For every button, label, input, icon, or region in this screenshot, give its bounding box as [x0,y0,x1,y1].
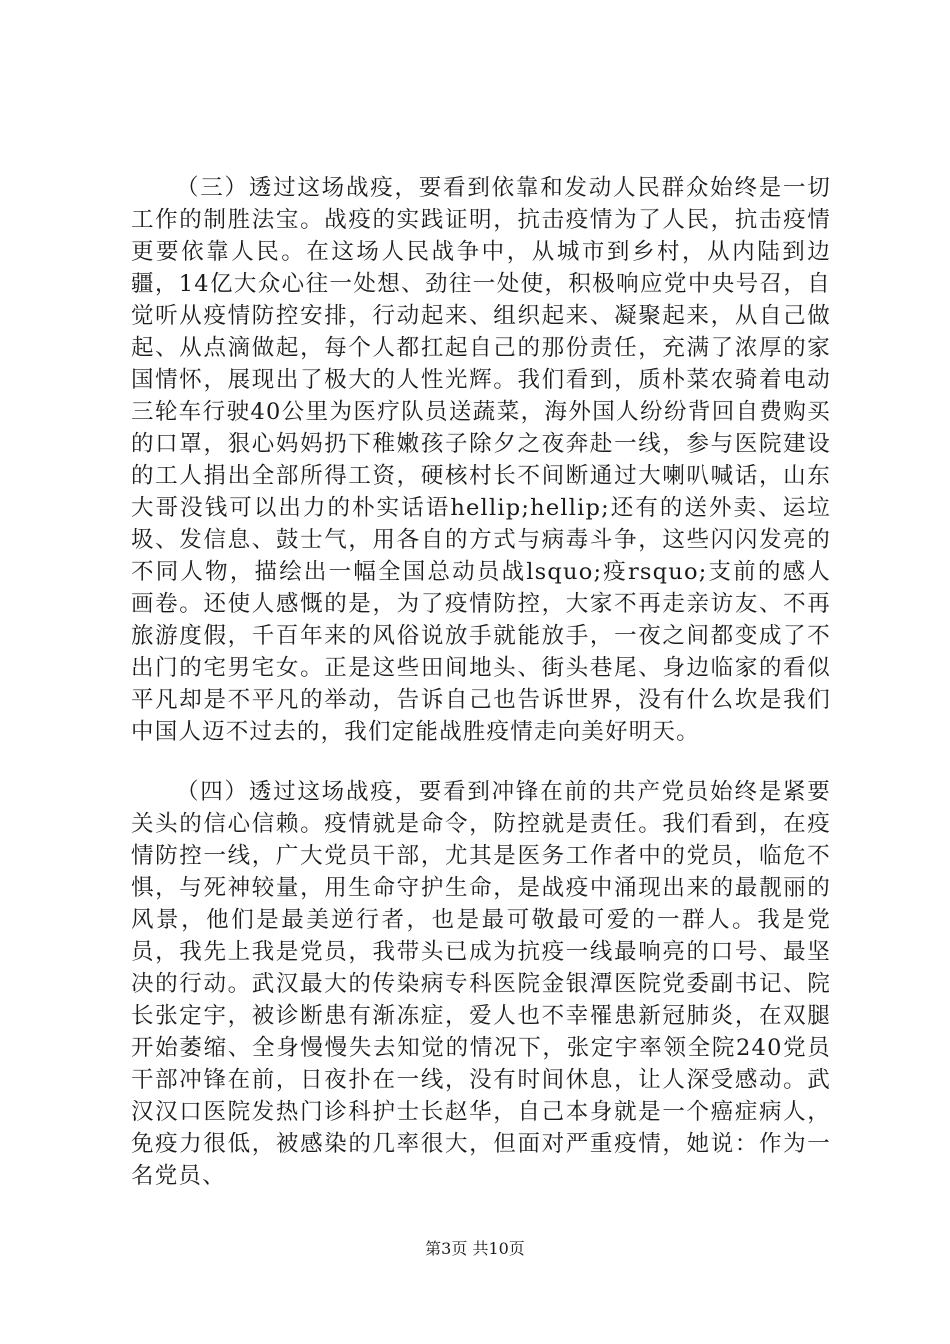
document-body [131,172,831,1192]
page-footer: 第3页 共10页 [425,1239,525,1258]
paragraph-three: （三）透过这场战疫，要看到依靠和发动人民群众始终是一切工作的制胜法宝。战疫的实践证明，抗击疫情为了人民，抗击疫情更要依靠人民。在这场人民战争中，从城市到乡村，从内陆到边疆，14亿大众心往一处想、劲往一处使，积极响应党中央号召，自觉听从疫情防控安排，行动起来、组织起来、凝聚起来，从自己做起、从点滴做起，每个人都扛起自己的那份责任，充满了浓厚的家国情怀，展现出了极大的人性光辉。我们看到，质朴菜农骑着电动三轮车行驶40公里为医疗队员送蔬菜，海外国人纷纷背回自费购买的口罩，狠心妈妈扔下稚嫩孩子除夕之夜奔赴一线，参与医院建设的工人捐出全部所得工资，硬核村长不间断通过大喇叭喊话，山东大哥没钱可以出力的朴实话语hellip;hellip;还有的送外卖、运垃圾、发信息、鼓士气，用各自的方式与病毒斗争，这些闪闪发亮的不同人物，描绘出一幅全国总动员战lsquo;疫rsquo;支前的感人画卷。还使人感慨的是，为了疫情防控，大家不再走亲访友、不再旅游度假，千百年来的风俗说放手就能放手，一夜之间都变成了不出门的宅男宅女。正是这些田间地头、街头巷尾、身边临家的看似平凡却是不平凡的举动，告诉自己也告诉世界，没有什么坎是我们中国人迈不过去的，我们定能战胜疫情走向美好明天。 [131,175,831,745]
paragraph-four: （四）透过这场战疫，要看到冲锋在前的共产党员始终是紧要关头的信心信赖。疫情就是命令，防控就是责任。我们看到，在疫情防控一线，广大党员干部，尤其是医务工作者中的党员，临危不惧，与死神较量，用生命守护生命，是战疫中涌现出来的最靓丽的风景，他们是最美逆行者，也是最可敬最可爱的一群人。我是党员，我先上我是党员，我带头已成为抗疫一线最响亮的口号、最坚决的行动。武汉最大的传染病专科医院金银潭医院党委副书记、院长张定宇，被诊断患有渐冻症，爱人也不幸罹患新冠肺炎，在双腿开始萎缩、全身慢慢失去知觉的情况下，张定宇率领全院240党员干部冲锋在前，日夜扑在一线，没有时间休息，让人深受感动。武汉汉口医院发热门诊科护士长赵华，自己本身就是一个癌症病人，免疫力很低，被感染的几率很大，但面对严重疫情，她说：作为一名党员、 [131,779,831,1189]
